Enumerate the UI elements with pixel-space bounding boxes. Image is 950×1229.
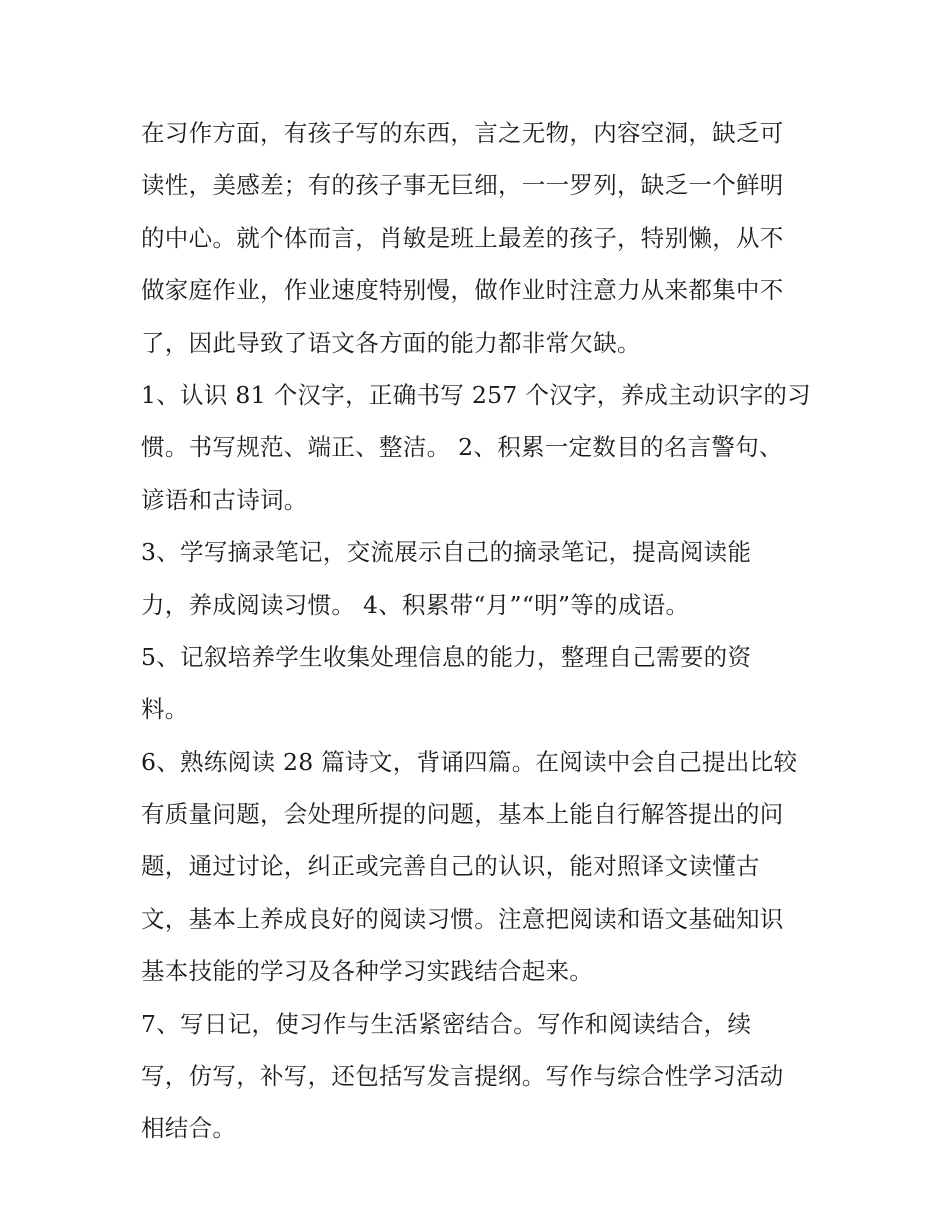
text-line: 了，因此导致了语文各方面的能力都非常欠缺。: [141, 328, 641, 357]
text-line: 7、写日记，使习作与生活紧密结合。写作和阅读结合，续: [141, 1009, 752, 1038]
text-line: 3、学写摘录笔记，交流展示自己的摘录笔记，提高阅读能: [141, 538, 752, 567]
text-line: 在习作方面，有孩子写的东西，言之无物，内容空洞，缺乏可: [141, 119, 784, 147]
document-body: [141, 107, 817, 1155]
paragraph-goal-1-2: [141, 369, 817, 526]
text-line: 6、熟练阅读 28 篇诗文，背诵四篇。在阅读中会自己提出比较: [141, 747, 798, 776]
text-line: 有质量问题，会处理所提的问题，基本上能自行解答提出的问: [141, 800, 784, 829]
text-line: 相结合。: [141, 1114, 237, 1143]
text-line: 基本技能的学习及各种学习实践结合起来。: [141, 957, 594, 986]
paragraph-goal-3-4: [141, 526, 817, 631]
paragraph-goal-5: [141, 631, 817, 736]
text-line: 惯。书写规范、端正、整洁。 2、积累一定数目的名言警句、: [141, 433, 783, 462]
text-line: 题，通过讨论，纠正或完善自己的认识，能对照译文读懂古: [141, 852, 760, 881]
text-line: 做家庭作业，作业速度特别慢，做作业时注意力从来都集中不: [141, 276, 784, 305]
text-line: 5、记叙培养学生收集处理信息的能力，整理自己需要的资: [141, 642, 752, 671]
text-line: 文，基本上养成良好的阅读习惯。注意把阅读和语文基础知识: [141, 904, 784, 933]
text-line: 读性，美感差；有的孩子事无巨细，一一罗列，缺乏一个鲜明: [141, 171, 784, 200]
paragraph-goal-7: [141, 998, 817, 1155]
text-line: 的中心。就个体而言，肖敏是班上最差的孩子，特别懒，从不: [141, 223, 784, 252]
text-line: 力，养成阅读习惯。 4、积累带“月”“明”等的成语。: [141, 590, 690, 619]
text-line: 1、认识 81 个汉字，正确书写 257 个汉字，养成主动识字的习: [141, 380, 811, 409]
paragraph-writing-assessment: [141, 107, 817, 369]
paragraph-goal-6: [141, 736, 817, 998]
text-line: 谚语和古诗词。: [141, 485, 308, 514]
text-line: 写，仿写，补写，还包括写发言提纲。写作与综合性学习活动: [141, 1062, 784, 1091]
text-line: 料。: [141, 695, 189, 724]
